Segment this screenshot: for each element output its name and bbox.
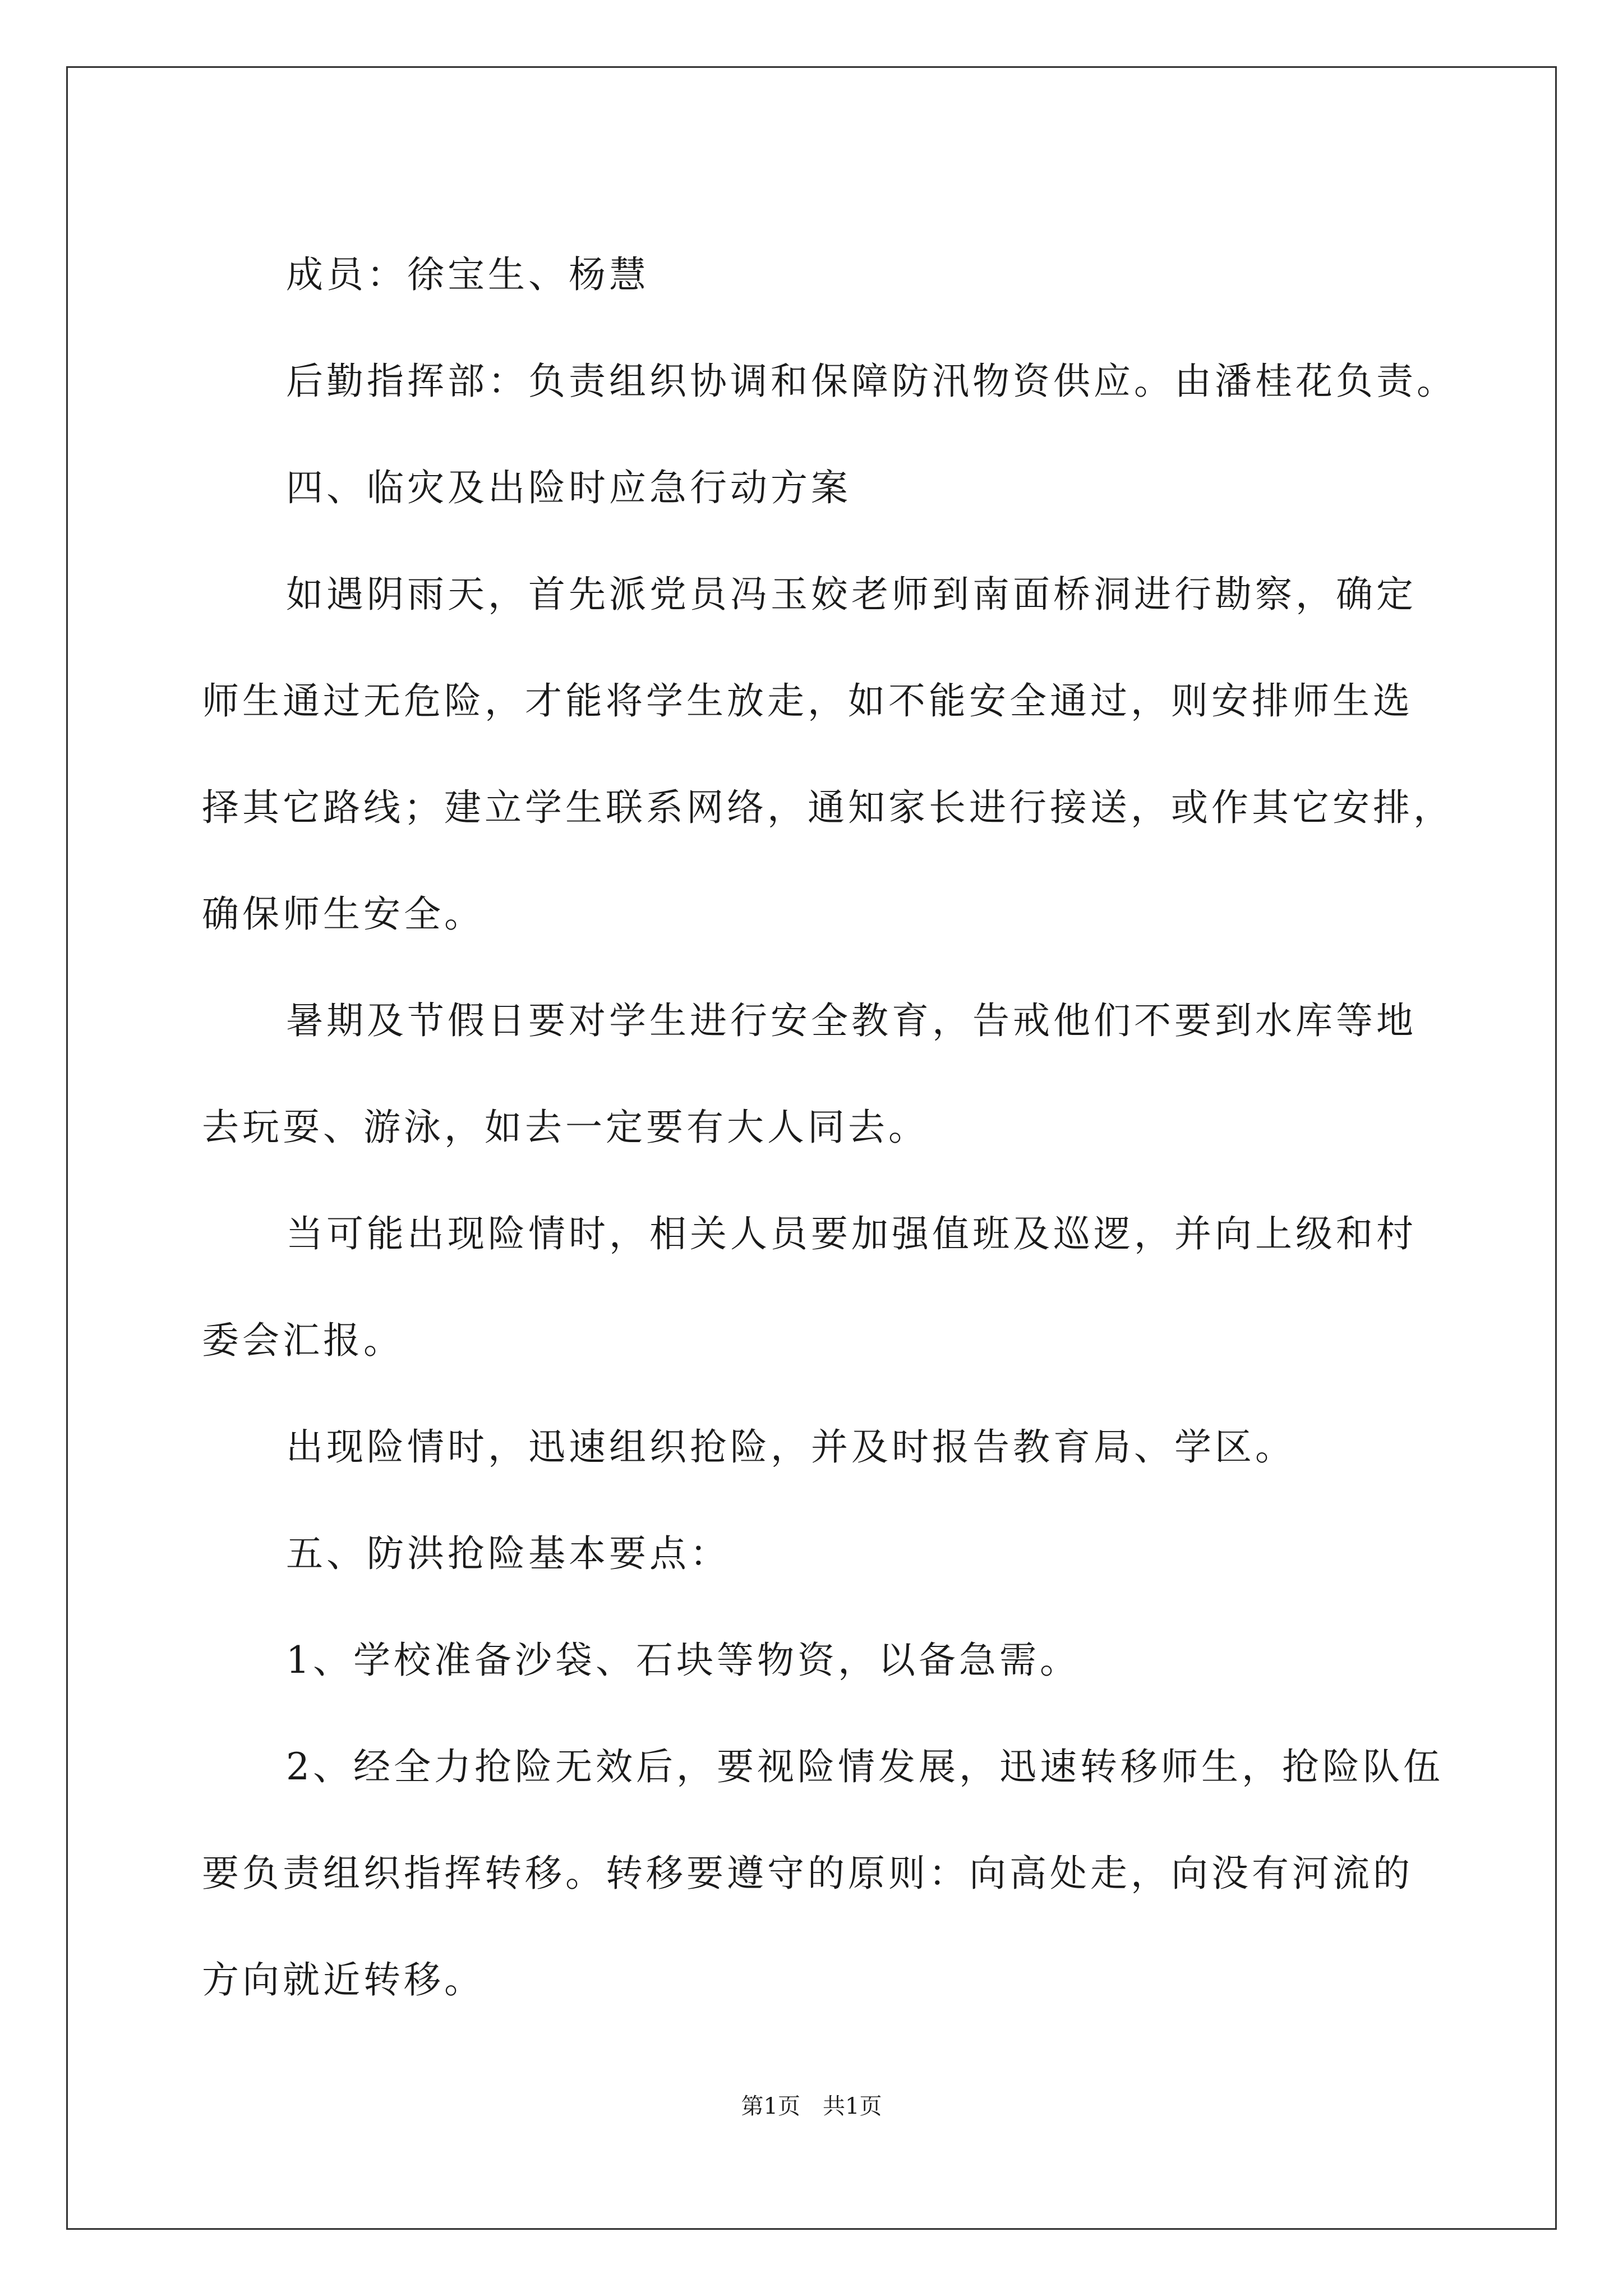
document-body <box>202 222 1457 2033</box>
text-line: 如遇阴雨天，首先派党员冯玉姣老师到南面桥洞进行勘察，确定 <box>286 573 1417 616</box>
text-line: 出现险情时，迅速组织抢险，并及时报告教育局、学区。 <box>286 1425 1295 1469</box>
text-line: 暑期及节假日要对学生进行安全教育，告戒他们不要到水库等地 <box>286 999 1417 1042</box>
section-heading: 四、临灾及出险时应急行动方案 <box>286 466 851 509</box>
text-line: 当可能出现险情时，相关人员要加强值班及巡逻，并向上级和村 <box>286 1212 1417 1255</box>
text-line: 确保师生安全。 <box>202 892 485 936</box>
text-line: 择其它路线；建立学生联系网络，通知家长进行接送，或作其它安排， <box>202 786 1454 829</box>
text-line: 师生通过无危险，才能将学生放走，如不能安全通过，则安排师生选 <box>202 679 1413 723</box>
list-item: 1、学校准备沙袋、石块等物资，以备急需。 <box>286 1639 1080 1682</box>
text-line: 委会汇报。 <box>202 1319 404 1362</box>
text-line: 要负责组织指挥转移。转移要遵守的原则：向高处走，向没有河流的 <box>202 1852 1413 1895</box>
text-line: 成员：徐宝生、杨慧 <box>286 253 649 296</box>
text-line: 后勤指挥部：负责组织协调和保障防汛物资供应。由潘桂花负责。 <box>286 360 1457 403</box>
list-item: 2、经全力抢险无效后，要视险情发展，迅速转移师生，抢险队伍 <box>286 1745 1444 1788</box>
text-line: 方向就近转移。 <box>202 1958 485 2001</box>
text-line: 去玩耍、游泳，如去一定要有大人同去。 <box>202 1106 929 1149</box>
section-heading: 五、防洪抢险基本要点： <box>286 1532 730 1575</box>
page-number-footer: 第1页 共1页 <box>741 2093 882 2119</box>
